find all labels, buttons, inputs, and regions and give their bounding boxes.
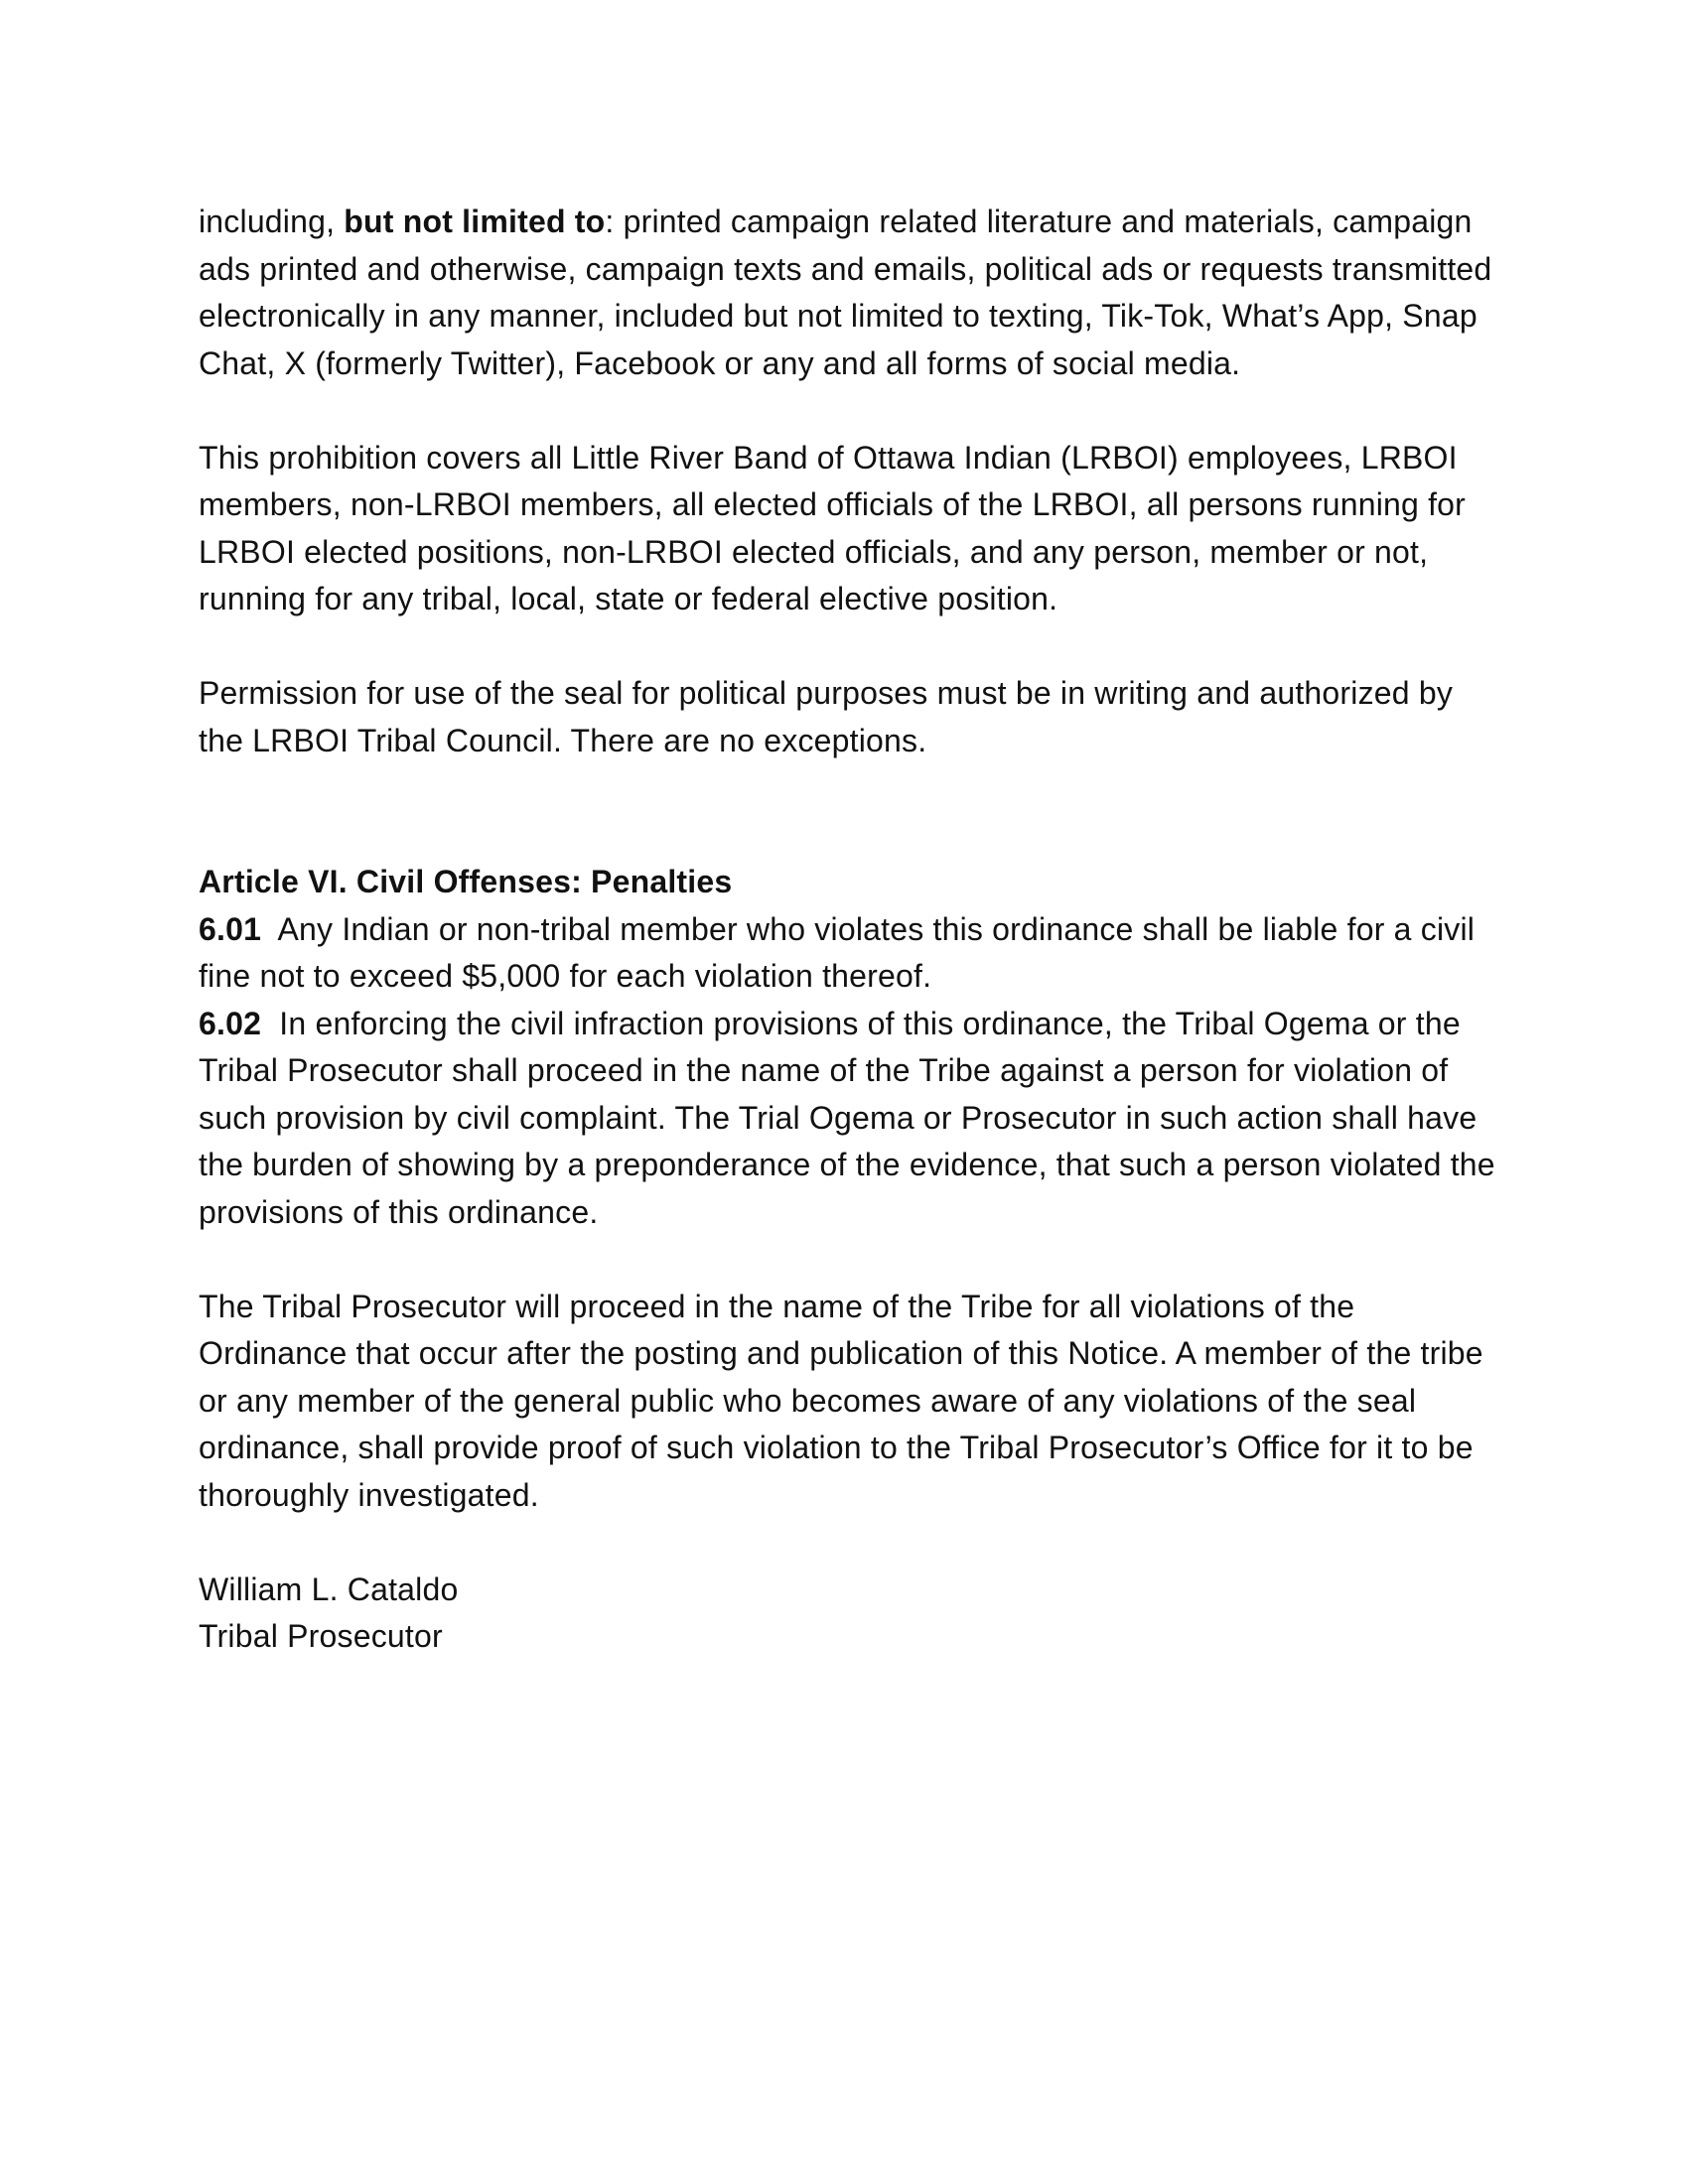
paragraph-spacer [199, 1519, 1499, 1567]
signature-title: Tribal Prosecutor [199, 1618, 443, 1654]
section-text: Any Indian or non-tribal member who violates this ordinance shall be liable for a civil fine not to exceed $5,000 for each violation thereof. [199, 910, 1476, 994]
section-number: 6.02 [199, 1005, 262, 1041]
section-6-02 [199, 1001, 1499, 1237]
paragraph-prohibition-scope: This prohibition covers all Little River Band of Ottawa Indian (LRBOI) employees, LRBOI members, non-LRBOI members, all elected officials of the LRBOI, all persons running for LRBOI elected positions, non-LRBOI elected officials, and any person, member or not, running for any tribal, local, state or federal elective position. [199, 439, 1467, 616]
section-6-01 [199, 906, 1499, 1001]
paragraph-spacer [199, 387, 1499, 435]
paragraph-media-scope [199, 199, 1499, 387]
bold-phrase: but not limited to [344, 204, 606, 239]
section-number: 6.01 [199, 910, 262, 947]
paragraph-permission: Permission for use of the seal for political purposes must be in writing and authorized by the LRBOI Tribal Council. There are no exceptions. [199, 675, 1454, 758]
signature-name: William L. Cataldo [199, 1570, 459, 1607]
document-body [199, 199, 1499, 1661]
paragraph-enforcement: The Tribal Prosecutor will proceed in the name of the Tribe for all violations of the Ordinance that occur after the posting and publication of this Notice. A member of the tribe or any member of the general public who becomes aware of any violations of the seal ordinance, shall provide proof of such violation to the Tribal Prosecutor’s Office for it to be thoroughly investigated. [199, 1288, 1483, 1513]
paragraph-spacer [199, 623, 1499, 671]
paragraph-prefix: including, [199, 204, 345, 239]
section-text: In enforcing the civil infraction provisions of this ordinance, the Tribal Ogema or the Tribal Prosecutor shall proceed in the name of the Tribe against a person for violation of such provision by civil complaint. The Trial Ogema or Prosecutor in such action shall have the burden of showing by a preponderance of the evidence, that such a person violated the provisions of this ordinance. [199, 1005, 1495, 1230]
section-spacer [199, 764, 1499, 859]
paragraph-spacer [199, 1236, 1499, 1284]
article-heading: Article VI. Civil Offenses: Penalties [199, 864, 733, 899]
paragraph-text: : printed campaign related literature and materials, campaign ads printed and otherwise, campaign texts and emails, political ads or requests transmitted electronically in any manner, included but not limited to texting, Tik-Tok, What’s App, Snap Chat, X (formerly Twitter), Facebook or any and all forms of social media. [199, 204, 1492, 381]
